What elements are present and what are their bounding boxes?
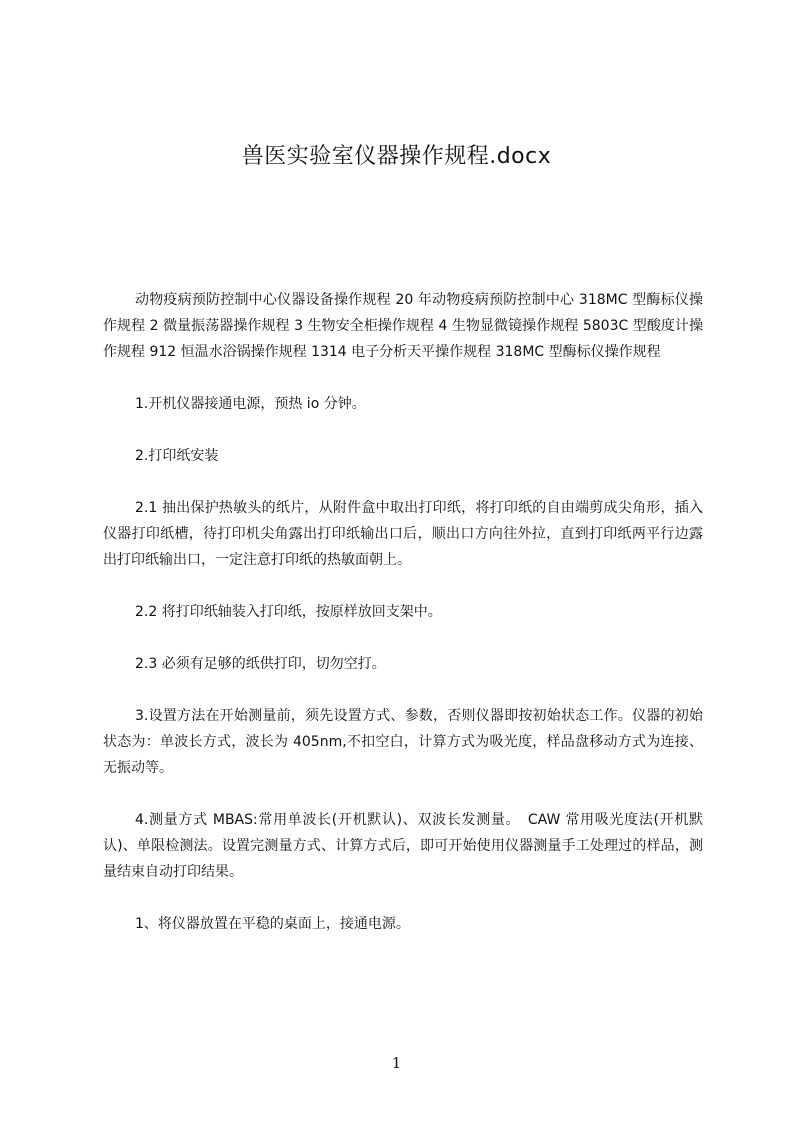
step-2-1-paragraph: 2.1 抽出保护热敏头的纸片，从附件盒中取出打印纸，将打印纸的自由端剪成尖角形，插入仪器打印纸槽，待打印机尖角露出打印纸输出口后，顺出口方向往外拉，直到打印纸两平行边露出打印纸输出口，一定注意打印纸的热敏面朝上。: [103, 500, 703, 568]
setup-step-1-paragraph: 1、将仪器放置在平稳的桌面上，接通电源。: [135, 916, 410, 932]
step-1-paragraph: 1.开机仪器接通电源，预热 io 分钟。: [135, 396, 366, 412]
step-2-3-paragraph: 2.3 必须有足够的纸供打印，切勿空打。: [135, 656, 386, 672]
document-title: 兽医实验室仪器操作规程.docx: [241, 144, 552, 169]
step-4-paragraph: 4.测量方式 MBAS:常用单波长(开机默认)、双波长发测量。 CAW 常用吸光度法(开机默认)、单限检测法。设置完测量方式、计算方式后，即可开始使用仪器测量手工处理过的样品，测量结束自动打印结果。: [103, 812, 703, 880]
step-2-heading: 2.打印纸安装: [135, 448, 219, 464]
page-number: 1: [391, 1054, 402, 1072]
document-body: [103, 287, 703, 937]
step-3-paragraph: 3.设置方法在开始测量前，须先设置方式、参数，否则仪器即按初始状态工作。仪器的初始状态为：单波长方式，波长为 405nm,不扣空白，计算方式为吸光度，样品盘移动方式为连接、无振动等。: [103, 708, 703, 776]
step-2-2-paragraph: 2.2 将打印纸轴装入打印纸，按原样放回支架中。: [135, 604, 442, 620]
intro-paragraph: 动物疫病预防控制中心仪器设备操作规程 20 年动物疫病预防控制中心 318MC 型酶标仪操作规程 2 微量振荡器操作规程 3 生物安全柜操作规程 4 生物显微镜操作规程 5803C 型酸度计操作规程 912 恒温水浴锅操作规程 1314 电子分析天平操作规程 318MC 型酶标仪操作规程: [103, 292, 703, 360]
